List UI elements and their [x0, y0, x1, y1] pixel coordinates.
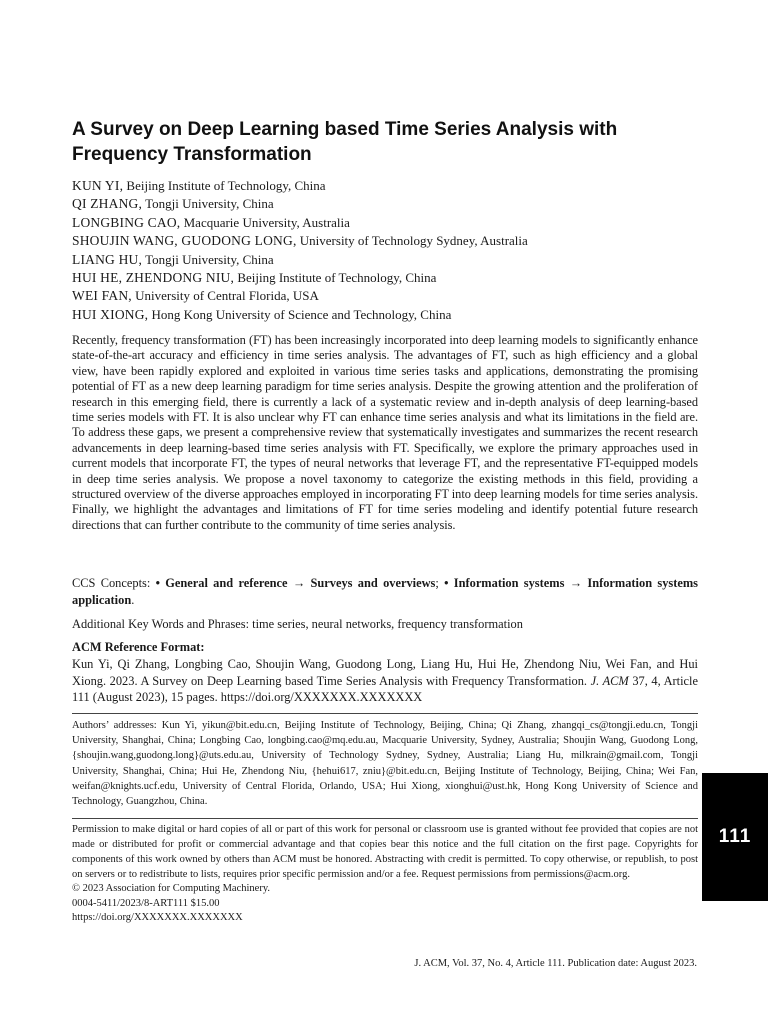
divider	[72, 713, 698, 714]
author-name: HUI XIONG,	[72, 306, 149, 322]
author-line	[72, 232, 698, 250]
author-name: KUN YI,	[72, 178, 124, 193]
author-line	[72, 269, 698, 287]
ccs-concepts	[72, 575, 698, 608]
doi-link[interactable]: https://doi.org/XXXXXXX.XXXXXXX	[72, 912, 243, 924]
author-addresses: Authors’ addresses: Kun Yi, yikun@bit.edu.cn, Beijing Institute of Technology, Beijing, China; Qi Zhang, zhangqi_cs@tongji.edu.cn, Tongji University, Shanghai, China; Longbing Cao, longbing.cao@mq.edu.au, Macquarie University, Sydney, Australia; Shoujin Wang, Guodong Long, {shoujin.wang,guodong.long}@uts.edu.au, University of Technology Sydney, Sydney, Australia; Liang Hu, milkrain@gmail.com, Tongji University, Shanghai, China; Hui He, Zhendong Niu, {hehui617, zniu}@bit.edu.cn, Beijing Institute of Technology, Beijing, China; Wei Fan, weifan@knights.ucf.edu, University of Central Florida, Orlando, USA; Hui Xiong, xionghui@ust.hk, Hong Kong University of Science and Technology, Guangzhou, China.	[72, 720, 698, 808]
permission-notice	[72, 822, 698, 926]
issn-line: 0004-5411/2023/8-ART111 $15.00	[72, 897, 220, 909]
copyright-line: © 2023 Association for Computing Machinery.	[72, 883, 271, 894]
author-name: HUI HE, ZHENDONG NIU,	[72, 270, 235, 286]
divider	[72, 818, 698, 819]
author-affiliation: University of Technology Sydney, Australia	[299, 233, 528, 249]
author-name: WEI FAN,	[72, 288, 132, 304]
ccs-end: .	[131, 592, 135, 607]
author-affiliation: University of Central Florida, USA	[135, 288, 319, 304]
author-affiliation: Beijing Institute of Technology, China	[237, 270, 437, 286]
author-line	[72, 287, 698, 305]
ccs-concept: • Information systems → Information systems application	[72, 576, 698, 607]
author-line	[72, 306, 698, 324]
author-name: LIANG HU,	[72, 251, 143, 267]
author-line	[72, 214, 698, 232]
author-affiliation: Tongji University, China	[145, 196, 274, 212]
author-list	[72, 177, 698, 324]
acm-reference-text: 37, 4, Article 111 (August 2023), 15 pages. https://doi.org/XXXXXXX.XXXXXXX	[72, 673, 698, 705]
page-footer: J. ACM, Vol. 37, No. 4, Article 111. Publication date: August 2023.	[414, 958, 697, 969]
keywords: Additional Key Words and Phrases: time series, neural networks, frequency transformation	[72, 617, 523, 631]
journal-name: J. ACM	[590, 673, 629, 688]
author-affiliation: Macquarie University, Australia	[183, 214, 350, 230]
author-affiliation: Hong Kong University of Science and Technology, China	[151, 306, 452, 322]
abstract: Recently, frequency transformation (FT) has been increasingly incorporated into deep learning models to significantly enhance state-of-the-art accuracy and efficiency in time series analysis. The advantages of FT, such as high efficiency and a global view, have been rapidly explored and exploited in various time series tasks and applications, demonstrating the promising potential of FT as a new deep learning paradigm for time series analysis. Despite the growing attention and the proliferation of research in this emerging field, there is currently a lack of a systematic review and in-depth analysis of deep learning-based time series models with FT. It is also unclear why FT can enhance time series analysis and what its limitations in the field are. To address these gaps, we present a comprehensive review that systematically investigates and summarizes the recent research advancements in deep learning-based time series analysis with FT. Specifically, we explore the primary approaches used in current models that incorporate FT, the types of neural networks that leverage FT, and the representative FT-equipped models in deep time series analysis. We propose a novel taxonomy to categorize the existing methods in this field, providing a structured overview of the diverse approaches employed in incorporating FT into deep learning models for time series analysis. Finally, we highlight the advantages and limitations of FT for time series modeling and identify potential future research directions that can further contribute to the community of time series analysis.	[72, 333, 698, 532]
author-line	[72, 177, 698, 195]
acm-reference-text: Kun Yi, Qi Zhang, Longbing Cao, Shoujin Wang, Guodong Long, Liang Hu, Hui He, Zhendong Niu, Wei Fan, and Hui Xiong. 2023. A Survey on Deep Learning based Time Series Analysis with Frequency Transformation.	[72, 657, 698, 688]
acm-reference	[72, 656, 698, 706]
author-line	[72, 195, 698, 213]
article-number: 111	[718, 826, 752, 847]
author-affiliation: Beijing Institute of Technology, China	[126, 178, 326, 193]
ccs-separator: ;	[435, 576, 445, 590]
article-number-tab	[702, 773, 768, 901]
author-name: SHOUJIN WANG, GUODONG LONG,	[72, 233, 297, 249]
author-name: QI ZHANG,	[72, 196, 143, 212]
author-line	[72, 251, 698, 269]
ccs-label: CCS Concepts:	[72, 576, 156, 590]
paper-title: A Survey on Deep Learning based Time Series Analysis with Frequency Transformation	[72, 119, 618, 165]
acm-reference-heading: ACM Reference Format:	[72, 640, 205, 654]
permission-text: Permission to make digital or hard copies of all or part of this work for personal or classroom use is granted without fee provided that copies are not made or distributed for profit or commercial advantage and that copies bear this notice and the full citation on the first page. Copyrights for components of this work owned by others than ACM must be honored. Abstracting with credit is permitted. To copy otherwise, or republish, to post on servers or to redistribute to lists, requires prior specific permission and/or a fee. Request permissions from permissions@acm.org.	[72, 824, 698, 880]
ccs-concept: • General and reference → Surveys and overviews	[155, 576, 436, 590]
author-affiliation: Tongji University, China	[145, 251, 274, 267]
author-name: LONGBING CAO,	[72, 214, 181, 230]
